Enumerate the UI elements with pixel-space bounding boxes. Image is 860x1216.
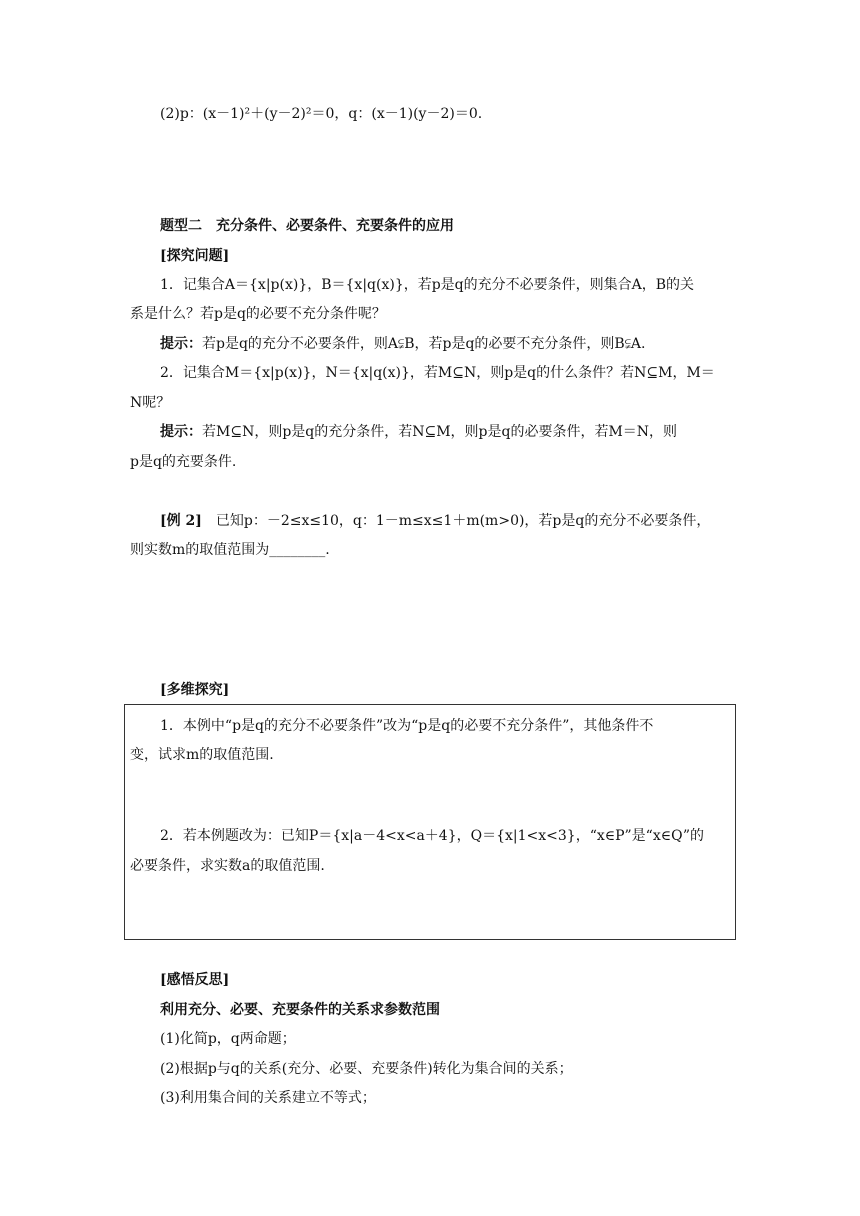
hint-2-line-1 xyxy=(160,422,740,442)
example-text: 已知p：－2≤x≤10，q：1－m≤x≤1＋m(m>0)，若p是q的充分不必要条件， xyxy=(201,513,711,529)
reflect-step-3: (3)利用集合间的关系建立不等式； xyxy=(160,1090,376,1106)
example-part-2: (2)p：(x－1)²＋(y－2)²＝0，q：(x－1)(y－2)＝0. xyxy=(160,106,483,122)
example-label: [例 2] xyxy=(160,513,202,529)
hint-label: 提示： xyxy=(160,336,202,352)
reflect-step-1: (1)化简p，q两命题； xyxy=(160,1031,296,1047)
example-2-line-2: 则实数m的取值范围为________. xyxy=(130,542,330,558)
question-2-line-2: N呢？ xyxy=(130,395,171,411)
question-1-line-1: 1．记集合A＝{x|p(x)}，B＝{x|q(x)}，若p是q的充分不必要条件，则集合A，B的关 xyxy=(160,277,695,293)
box-item-2-line-1: 2．若本例题改为：已知P＝{x|a－4<x<a＋4}，Q＝{x|1<x<3}，“x∈P”是“x∈Q”的 xyxy=(160,828,704,844)
hint-text: 若p是q的充分不必要条件，则A⫋B，若p是q的必要不充分条件，则B⫋A. xyxy=(202,336,646,352)
reflect-step-2: (2)根据p与q的关系(充分、必要、充要条件)转化为集合间的关系； xyxy=(160,1061,573,1077)
hint-label: 提示： xyxy=(160,424,202,440)
reflect-heading: [感悟反思] xyxy=(160,972,230,988)
question-1-line-2: 系是什么？若p是q的必要不充分条件呢？ xyxy=(130,306,386,322)
example-2-line-1 xyxy=(160,511,740,531)
multi-heading: [多维探究] xyxy=(160,682,230,698)
box-item-2-line-2: 必要条件，求实数a的取值范围. xyxy=(130,858,325,874)
explore-heading: [探究问题] xyxy=(160,248,230,264)
section-title: 题型二 充分条件、必要条件、充要条件的应用 xyxy=(160,218,454,234)
hint-text: 若M⊆N，则p是q的充分条件，若N⊆M，则p是q的必要条件，若M＝N，则 xyxy=(202,424,678,440)
exercise-box xyxy=(124,704,736,940)
box-item-1-line-2: 变，试求m的取值范围. xyxy=(130,747,274,763)
hint-1 xyxy=(160,334,740,354)
hint-2-line-2: p是q的充要条件. xyxy=(130,454,237,470)
question-2-line-1: 2．记集合M＝{x|p(x)}，N＝{x|q(x)}，若M⊆N，则p是q的什么条件？若N⊆M，M＝ xyxy=(160,365,715,381)
reflect-title: 利用充分、必要、充要条件的关系求参数范围 xyxy=(160,1002,440,1018)
box-item-1-line-1: 1．本例中“p是q的充分不必要条件”改为“p是q的必要不充分条件”，其他条件不 xyxy=(160,718,654,734)
